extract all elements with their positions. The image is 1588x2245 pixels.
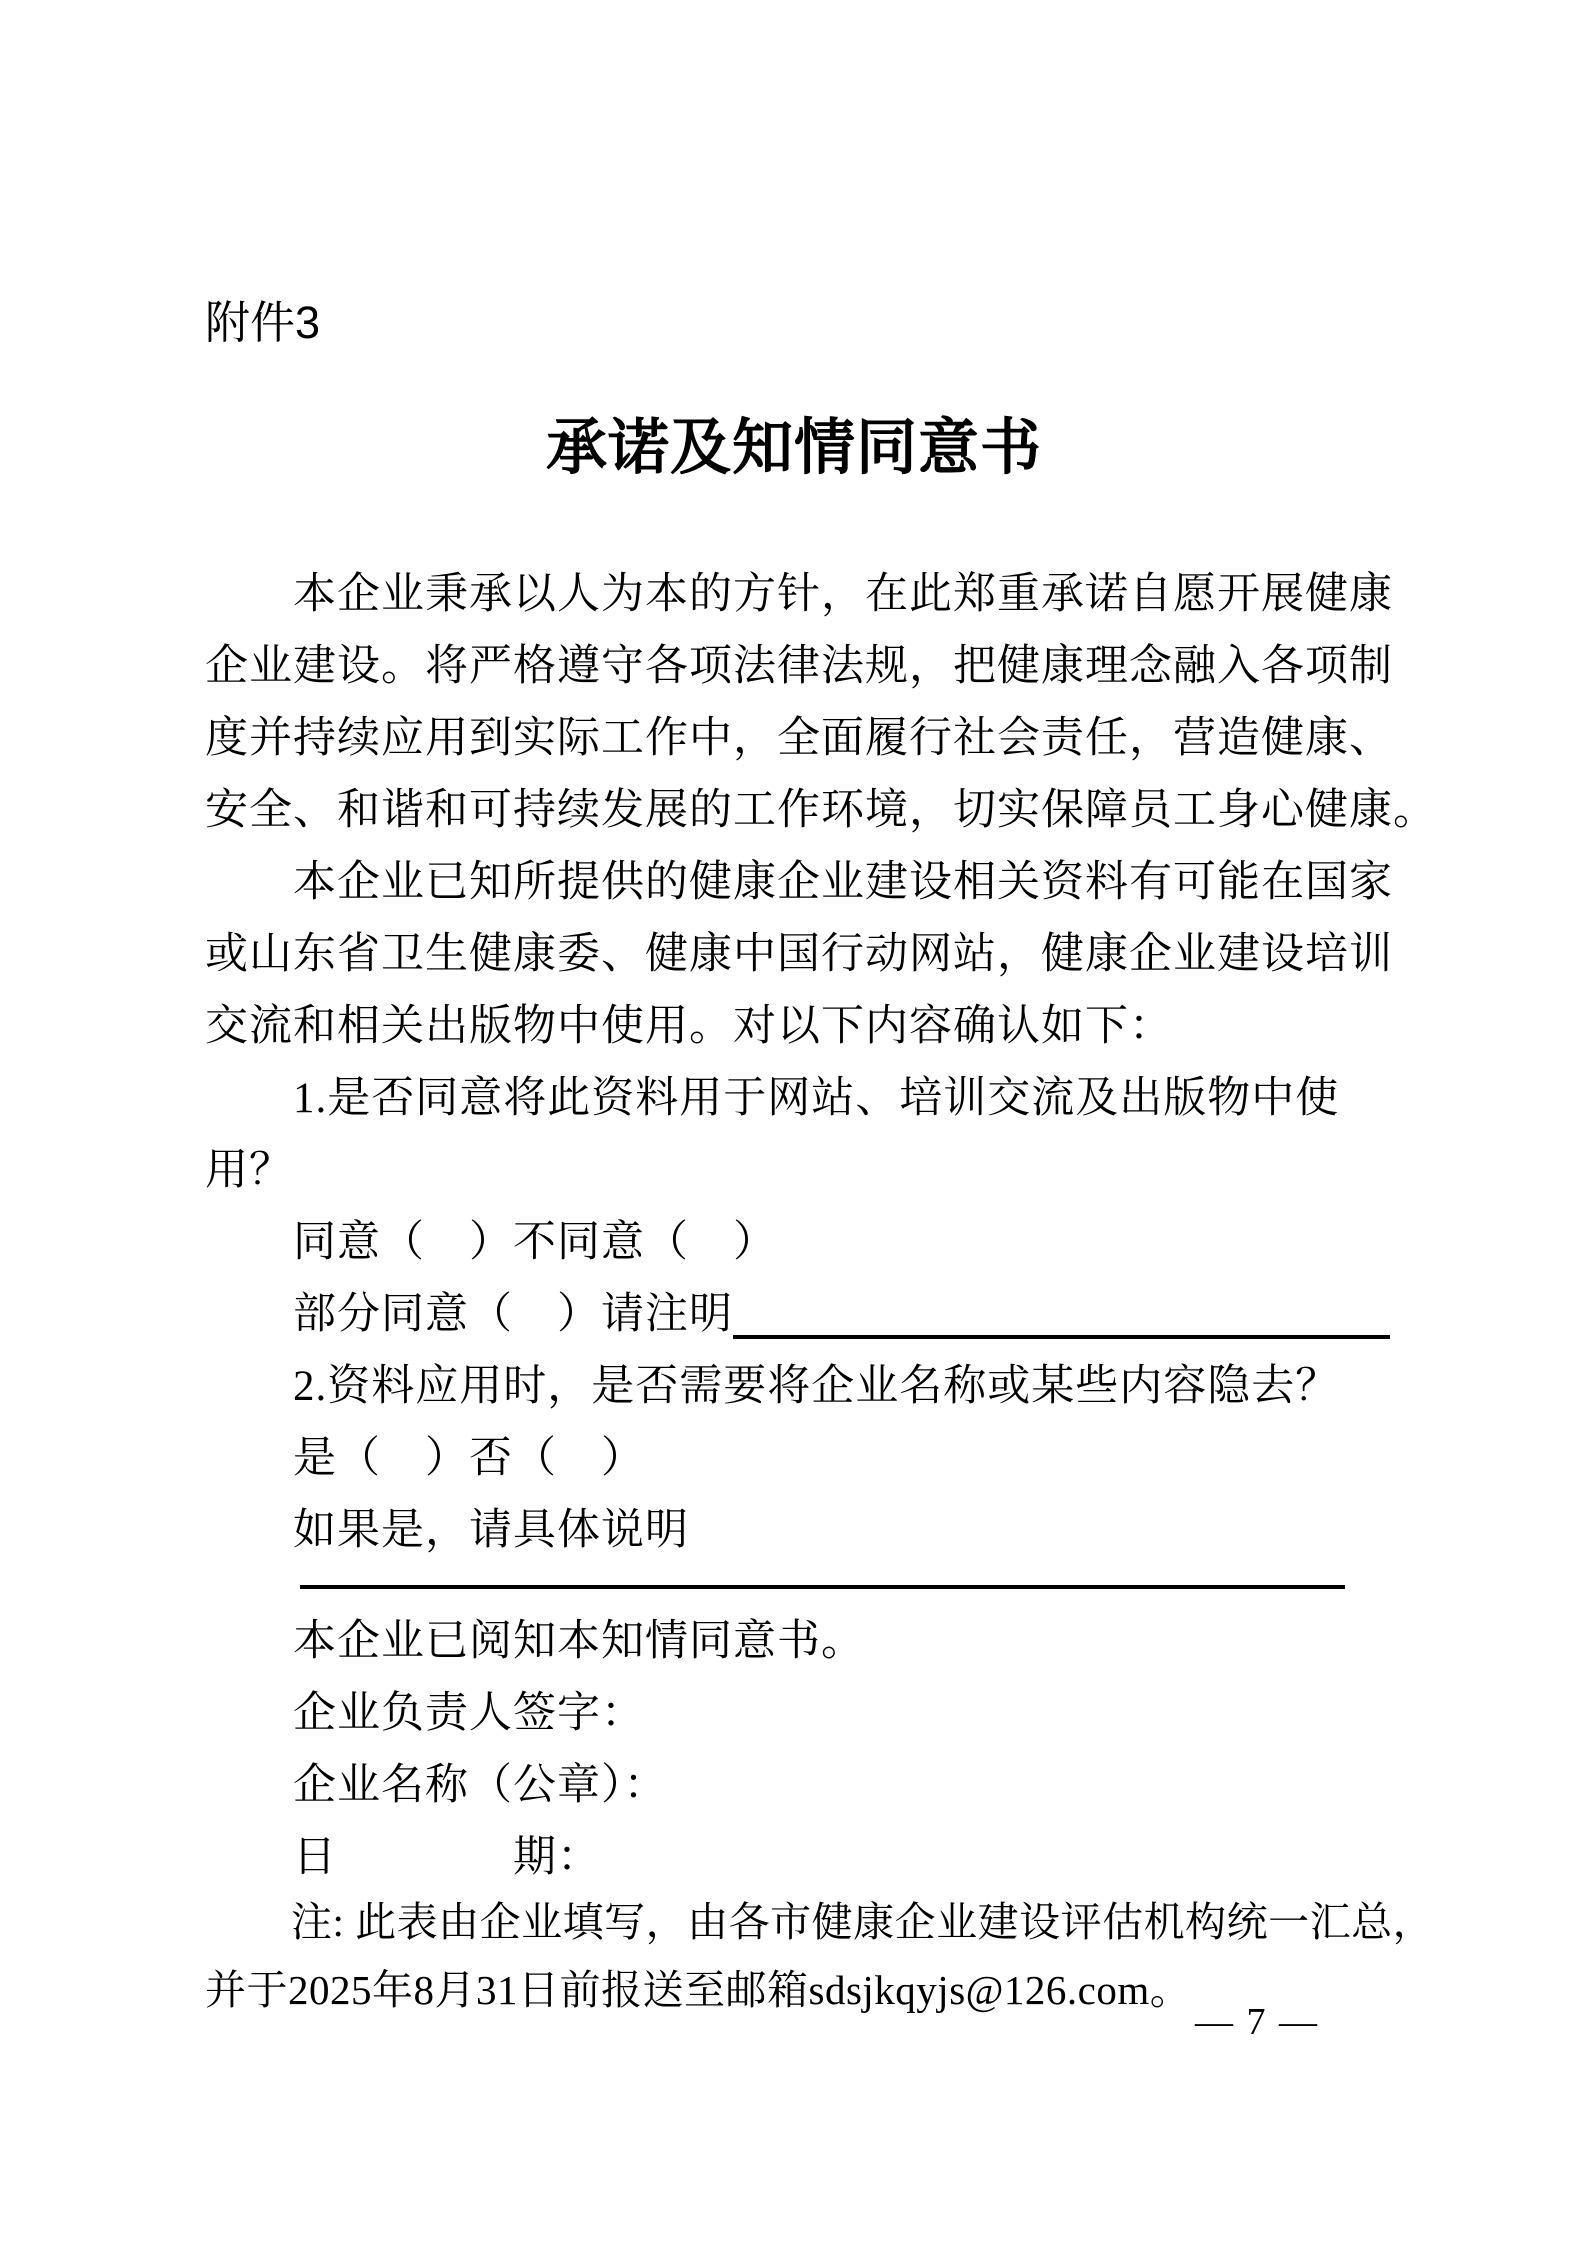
partial-agree-line [205,1279,1390,1351]
page-number: — 7 — [1195,2001,1319,2043]
body-line: 交流和相关出版物中使用。对以下内容确认如下： [205,1003,1173,1050]
body-line: 企业建设。将严格遵守各项法律法规，把健康理念融入各项制 [205,643,1393,690]
note-line: 并于2025年8月31日前报送至邮箱sdsjkqyjs@126.com。 [205,1967,1192,2013]
body-line: 或山东省卫生健康委、健康中国行动网站，健康企业建设培训 [205,931,1393,978]
body-line: 度并持续应用到实际工作中，全面履行社会责任，营造健康、 [205,715,1393,762]
agree-options-line: 同意（ ）不同意（ ） [293,1219,777,1266]
explanation-blank-line [300,1585,1345,1589]
question-1-line: 1.是否同意将此资料用于网站、培训交流及出版物中使 [293,1075,1340,1122]
question-2-line: 2.资料应用时，是否需要将企业名称或某些内容隐去？ [293,1363,1340,1410]
yes-no-options-line: 是（ ）否（ ） [293,1435,645,1482]
closing-block [205,1606,1390,1894]
explain-prompt-line: 如果是，请具体说明 [293,1507,689,1554]
fill-in-blank [733,1279,1390,1339]
note-line: 注: 此表由企业填写，由各市健康企业建设评估机构统一汇总， [291,1899,1435,1945]
attachment-label: 附件3 [205,297,321,348]
date-line: 日 期： [293,1834,601,1881]
document-title: 承诺及知情同意书 [545,415,1042,482]
company-seal-line: 企业名称（公章）： [293,1762,668,1809]
partial-agree-label: 部分同意（ ）请注明 [293,1291,733,1338]
question-1-line: 用？ [205,1147,293,1194]
acknowledgement-line: 本企业已阅知本知情同意书。 [293,1618,865,1665]
body-line: 安全、和谐和可持续发展的工作环境，切实保障员工身心健康。 [205,787,1437,834]
signature-line: 企业负责人签字： [293,1690,645,1737]
body-text-block [205,559,1437,1567]
body-line: 本企业已知所提供的健康企业建设相关资料有可能在国家 [293,859,1393,906]
body-line: 本企业秉承以人为本的方针，在此郑重承诺自愿开展健康 [293,571,1393,618]
